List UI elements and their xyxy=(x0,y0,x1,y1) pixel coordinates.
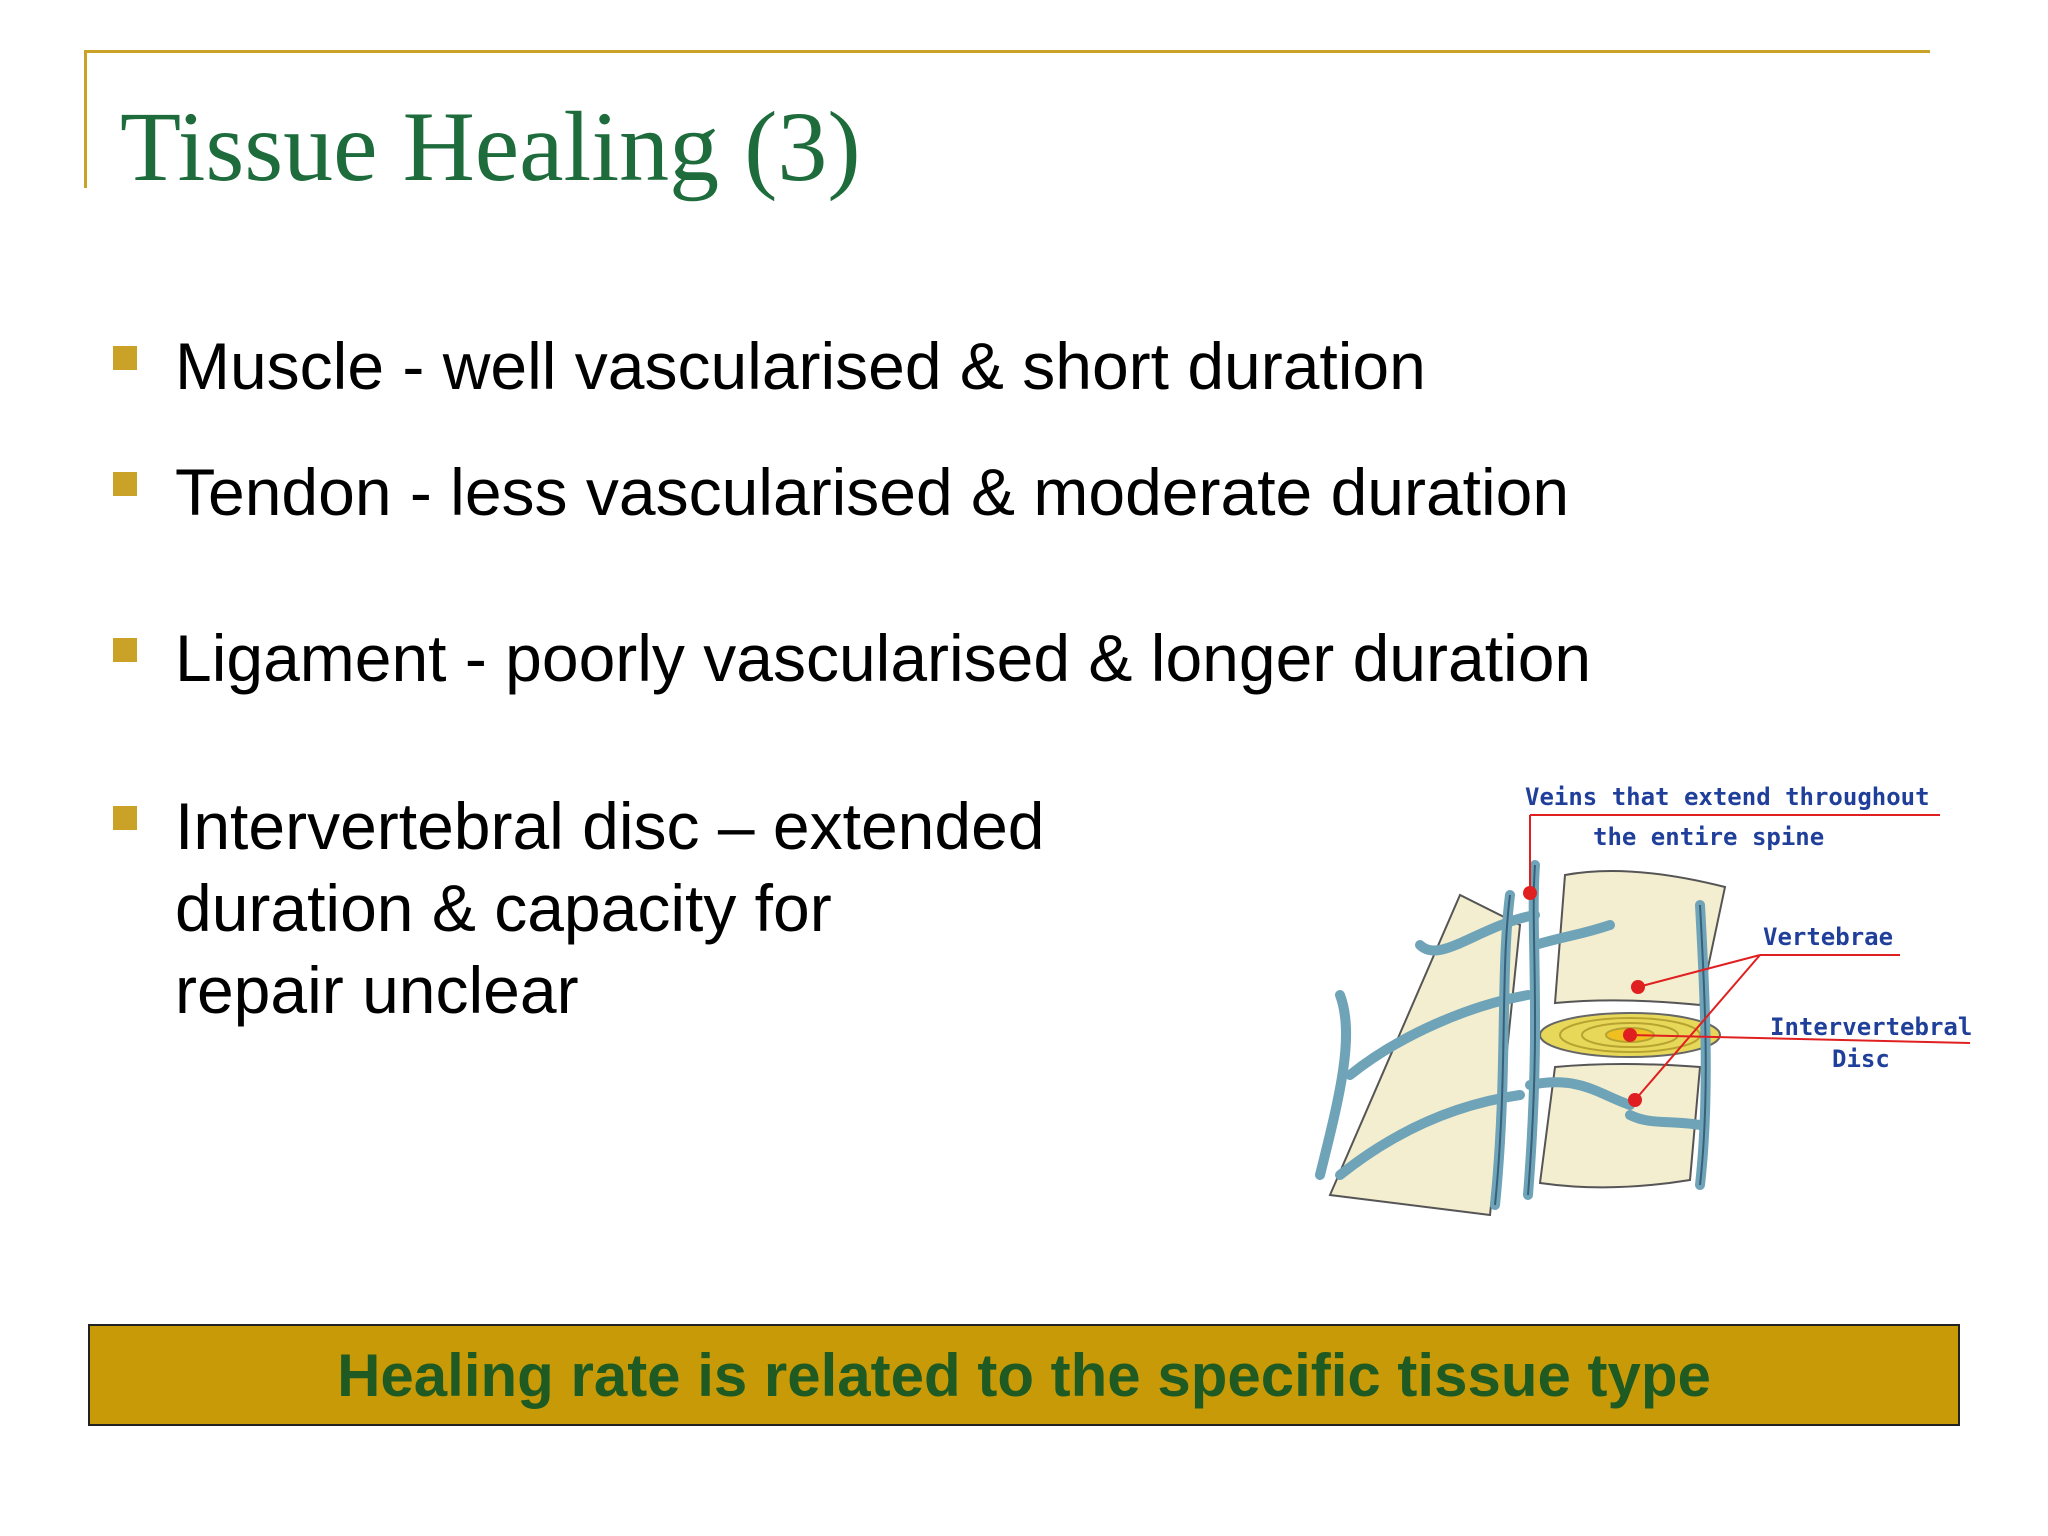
slide-title: Tissue Healing (3) xyxy=(120,91,861,202)
bullet-item-muscle: Muscle - well vascularised & short duration xyxy=(175,329,1426,403)
summary-banner-text: Healing rate is related to the specific tissue type xyxy=(337,1341,1711,1409)
label-disc-line-1: Intervertebral xyxy=(1770,1013,1973,1041)
label-disc-line-2: Disc xyxy=(1832,1045,1890,1073)
bullet-item-disc-line-2: duration & capacity for xyxy=(175,871,832,945)
vertebra-marker-upper xyxy=(1631,980,1645,994)
bullet-item-tendon: Tendon - less vascularised & moderate duration xyxy=(175,455,1570,529)
slide-frame-top-rule xyxy=(84,50,1930,53)
spine-illustration xyxy=(1280,775,2000,1235)
bullet-marker xyxy=(113,806,137,830)
bullet-item-disc-line-1: Intervertebral disc – extended xyxy=(175,789,1045,863)
bullet-marker xyxy=(113,472,137,496)
bullet-item-ligament: Ligament - poorly vascularised & longer duration xyxy=(175,621,1592,695)
bullet-marker xyxy=(113,346,137,370)
slide-frame-left-rule xyxy=(84,50,87,188)
bullet-marker xyxy=(113,638,137,662)
veins-marker xyxy=(1523,886,1537,900)
label-vertebrae: Vertebrae xyxy=(1763,923,1894,951)
summary-banner xyxy=(88,1324,1960,1426)
vertebra-marker-lower xyxy=(1628,1093,1642,1107)
label-veins-line-2: the entire spine xyxy=(1593,823,1825,851)
label-veins-line-1: Veins that extend throughout xyxy=(1525,783,1930,811)
bullet-item-disc-line-3: repair unclear xyxy=(175,953,579,1027)
disc-marker xyxy=(1623,1028,1637,1042)
spine-diagram xyxy=(1280,775,2000,1235)
